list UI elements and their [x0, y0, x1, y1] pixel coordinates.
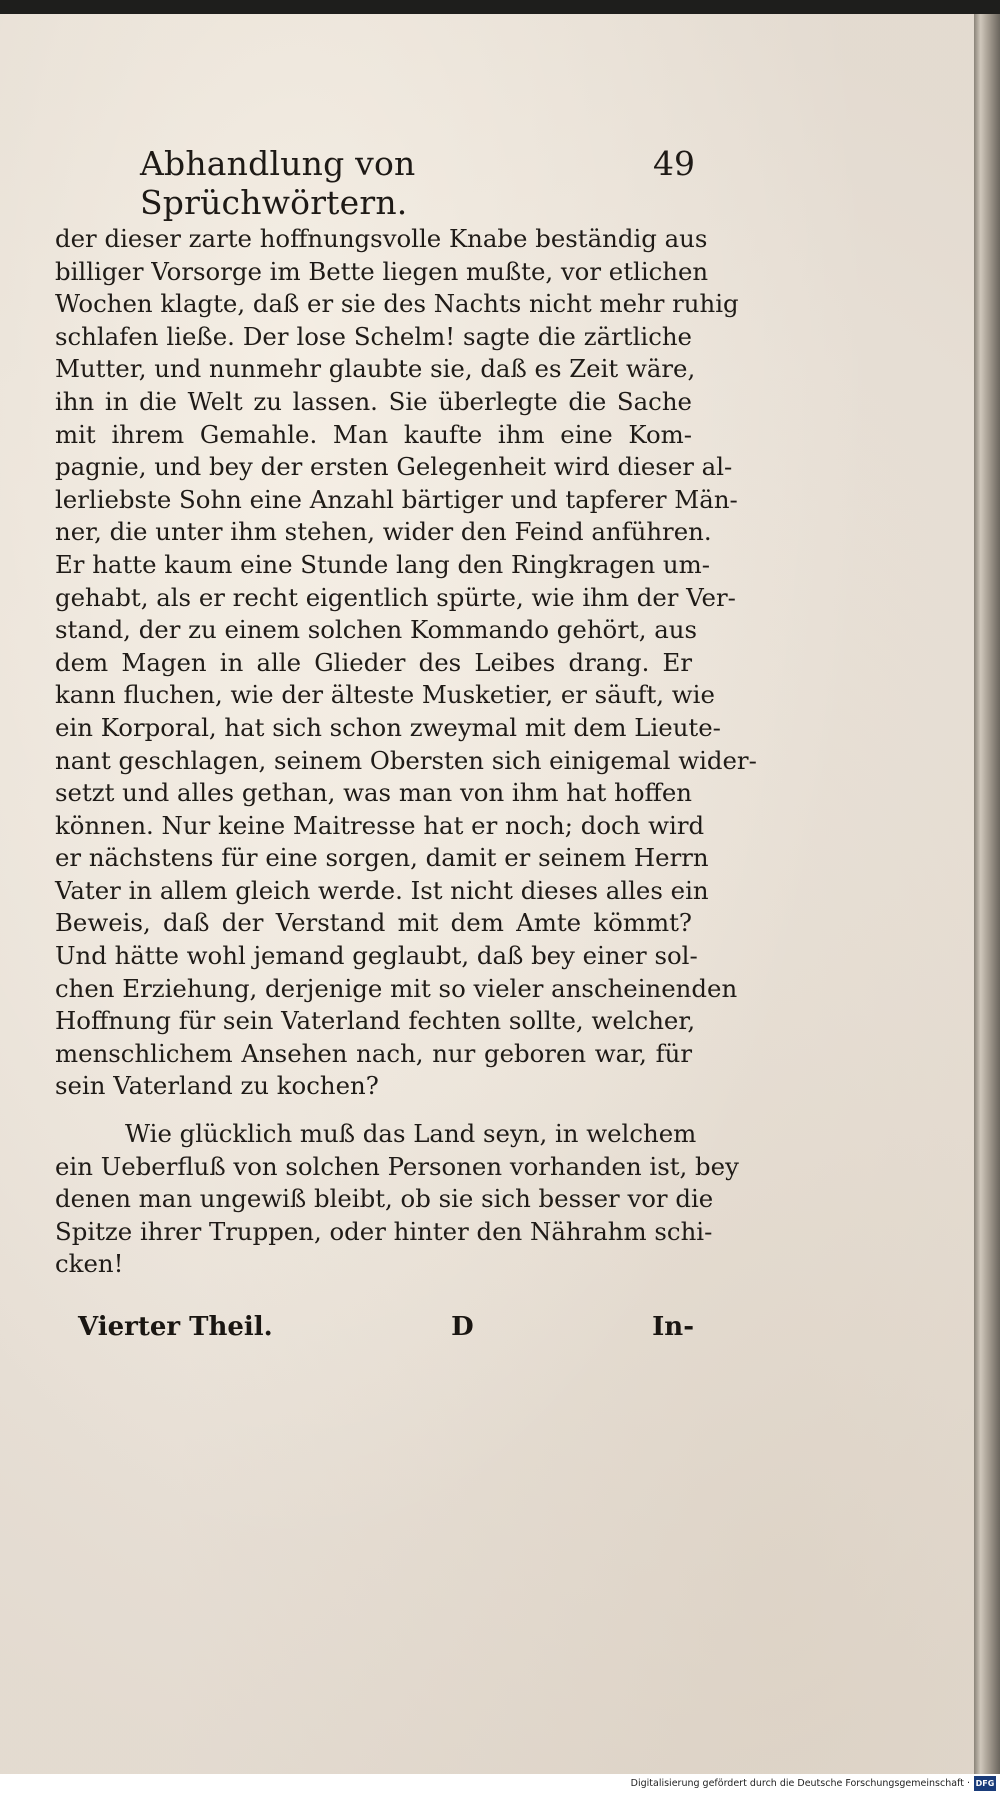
text-line: er nächstens für eine sorgen, damit er seinem Herrn: [55, 843, 709, 873]
signature-mark: D: [451, 1312, 474, 1342]
page-footer: [78, 1312, 694, 1342]
text-line: sein Vaterland zu kochen?: [55, 1071, 379, 1101]
dfg-logo: DFG: [974, 1776, 996, 1791]
text-line: ihn in die Welt zu lassen. Sie überlegte die Sache: [55, 386, 692, 416]
catchword: In-: [652, 1312, 694, 1342]
text-line: pagnie, und bey der ersten Gelegenheit wird dieser al-: [55, 452, 733, 482]
text-line: billiger Vorsorge im Bette liegen mußte, vor etlichen: [55, 256, 709, 286]
text-line: der dieser zarte hoffnungsvolle Knabe beständig aus: [55, 224, 708, 253]
text-line: lerliebste Sohn eine Anzahl bärtiger und tapferer Män-: [55, 484, 738, 514]
text-line: menschlichem Ansehen nach, nur geboren war, für: [55, 1038, 692, 1068]
text-line: gehabt, als er recht eigentlich spürte, wie ihm der Ver-: [55, 582, 736, 612]
text-line: ein Ueberfluß von solchen Personen vorhanden ist, bey: [55, 1151, 739, 1181]
text-line: mit ihrem Gemahle. Man kaufte ihm eine Kom-: [55, 419, 692, 449]
text-line: Und hätte wohl jemand geglaubt, daß bey einer sol-: [55, 941, 698, 971]
body-text: [55, 223, 757, 1281]
text-line: stand, der zu einem solchen Kommando gehört, aus: [55, 615, 697, 645]
text-line: Wie glücklich muß das Land seyn, in welchem: [125, 1119, 697, 1149]
text-line: schlafen ließe. Der lose Schelm! sagte die zärtliche: [55, 321, 692, 351]
text-line: Spitze ihrer Truppen, oder hinter den Nährahm schi-: [55, 1216, 713, 1246]
text-line: Beweis, daß der Verstand mit dem Amte kömmt?: [55, 908, 692, 938]
page-edge: [974, 14, 1000, 1776]
attribution-text: Digitalisierung gefördert durch die Deutsche Forschungsgemeinschaft ·: [630, 1778, 970, 1789]
page-number: 49: [653, 144, 695, 183]
text-line: ner, die unter ihm stehen, wider den Feind anführen.: [55, 517, 712, 547]
text-line: Mutter, und nunmehr glaubte sie, daß es Zeit wäre,: [55, 354, 696, 384]
text-line: cken!: [55, 1249, 124, 1279]
text-line: können. Nur keine Maitresse hat er noch; doch wird: [55, 810, 705, 840]
running-title: Abhandlung von Sprüchwörtern.: [140, 144, 416, 222]
text-line: Er hatte kaum eine Stunde lang den Ringkragen um-: [55, 549, 711, 579]
text-line: denen man ungewiß bleibt, ob sie sich besser vor die: [55, 1184, 714, 1214]
text-line: kann fluchen, wie der älteste Musketier, er säuft, wie: [55, 680, 715, 710]
paragraph-2: [55, 1118, 739, 1281]
paragraph-1: [55, 223, 757, 1103]
text-line: Hoffnung für sein Vaterland fechten sollte, welcher,: [55, 1006, 696, 1036]
text-line: Vater in allem gleich werde. Ist nicht dieses alles ein: [55, 875, 709, 905]
signature-title: Vierter Theil.: [78, 1312, 273, 1342]
running-head: [140, 144, 695, 222]
text-line: ein Korporal, hat sich schon zweymal mit dem Lieute-: [55, 712, 721, 742]
text-line: Wochen klagte, daß er sie des Nachts nicht mehr ruhig: [55, 289, 739, 319]
text-line: chen Erziehung, derjenige mit so vieler anscheinenden: [55, 973, 738, 1003]
text-line: setzt und alles gethan, was man von ihm hat hoffen: [55, 778, 692, 808]
text-line: nant geschlagen, seinem Obersten sich einigemal wider-: [55, 745, 757, 775]
text-line: dem Magen in alle Glieder des Leibes drang. Er: [55, 647, 692, 677]
